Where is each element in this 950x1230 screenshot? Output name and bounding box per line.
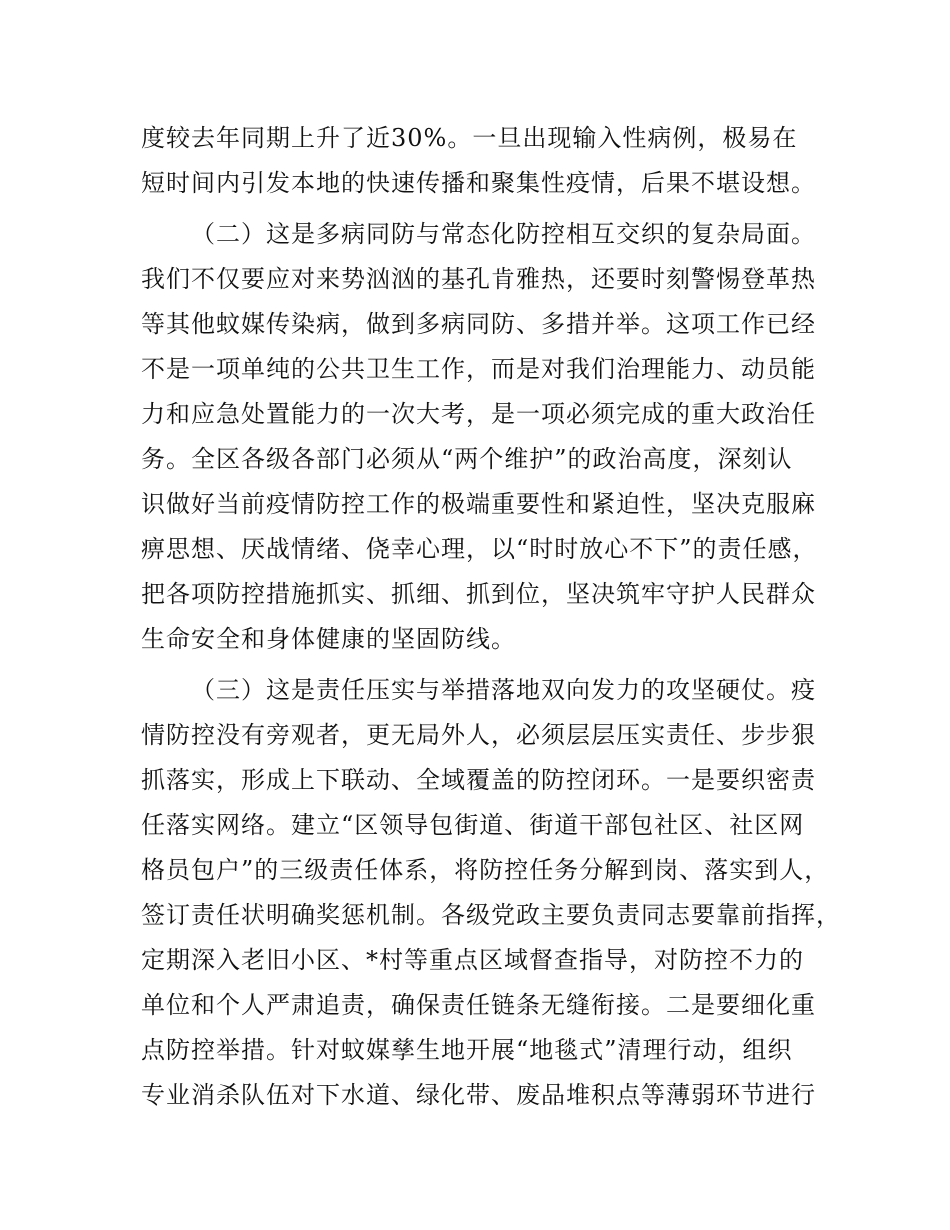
text-line: 专业消杀队伍对下水道、绿化带、废品堆积点等薄弱环节进行 <box>141 1081 816 1109</box>
text-line: 单位和个人严肃追责，确保责任链条无缝衔接。二是要细化重 <box>141 991 816 1019</box>
text-line: 定期深入老旧小区、*村等重点区域督查指导，对防控不力的 <box>141 946 804 974</box>
text-line: 识做好当前疫情防控工作的极端重要性和紧迫性，坚决克服麻 <box>141 490 816 518</box>
text-line: 我们不仅要应对来势汹汹的基孔肯雅热，还要时刻警惕登革热 <box>141 265 816 293</box>
section-heading-3: （三）这是责任压实与举措落地双向发力的攻坚硬仗。疫 <box>191 676 816 704</box>
text-line: 痹思想、厌战情绪、侥幸心理，以“时时放心不下”的责任感， <box>141 535 818 563</box>
text-line: 签订责任状明确奖惩机制。各级党政主要负责同志要靠前指挥， <box>141 901 841 929</box>
text-line: 务。全区各级各部门必须从“两个维护”的政治高度，深刻认 <box>141 445 793 473</box>
text-line: 情防控没有旁观者，更无局外人，必须层层压实责任、步步狠 <box>141 721 816 749</box>
text-line: 任落实网络。建立“区领导包街道、街道干部包社区、社区网 <box>141 811 805 839</box>
text-line: 力和应急处置能力的一次大考，是一项必须完成的重大政治任 <box>141 400 816 428</box>
text-line: 抓落实，形成上下联动、全域覆盖的防控闭环。一是要织密责 <box>141 766 816 794</box>
text-line: 短时间内引发本地的快速传播和聚集性疫情，后果不堪设想。 <box>141 169 816 197</box>
section-heading-2: （二）这是多病同防与常态化防控相互交织的复杂局面。 <box>191 220 816 248</box>
text-line: 不是一项单纯的公共卫生工作，而是对我们治理能力、动员能 <box>141 355 816 383</box>
text-line: 点防控举措。针对蚊媒孳生地开展“地毯式”清理行动，组织 <box>141 1036 793 1064</box>
text-line: 把各项防控措施抓实、抓细、抓到位，坚决筑牢守护人民群众 <box>141 580 816 608</box>
text-line: 度较去年同期上升了近30%。一旦出现输入性病例，极易在 <box>141 124 798 152</box>
text-line: 格员包户”的三级责任体系，将防控任务分解到岗、落实到人， <box>141 856 830 884</box>
text-line: 生命安全和身体健康的坚固防线。 <box>141 625 516 653</box>
text-line: 等其他蚊媒传染病，做到多病同防、多措并举。这项工作已经 <box>141 310 816 338</box>
